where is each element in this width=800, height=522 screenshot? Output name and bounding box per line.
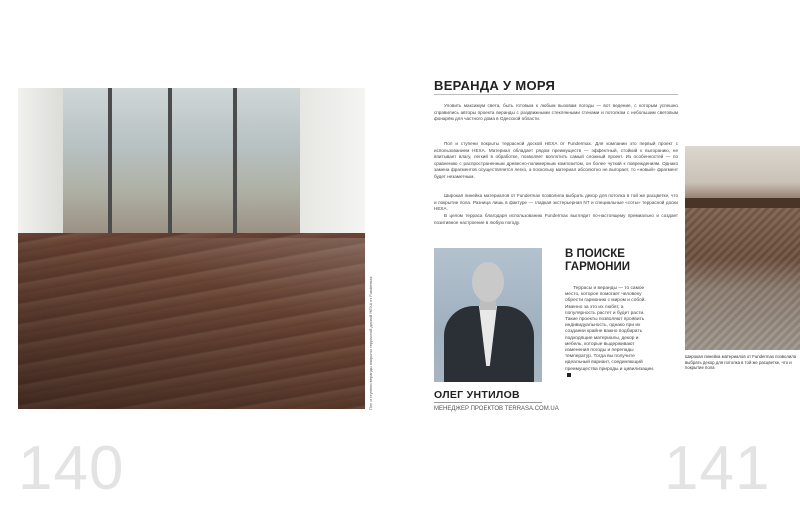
stairs-photo-caption: Широкая линейка материалов от Fundermax позволила выбрать декор для потолка в той же расцветке, что и покрытие пола: [685, 354, 797, 371]
expert-quote-text: Террасы и веранды — то самое место, которое помогает человеку обрести гармонию с миром и собой. Именно за это их любят, а популярность растет и будет расти. Такие проекты позволяют проявить индивидуальность, однако при их создании крайне важно подбирать подходящие материалы, декор и мебель, которые выдерживают изменения погоды и перепады температур. Тогда вы получите идеальный вариант, соединяющий преимущества природы и цивилизации.: [565, 286, 655, 372]
photo-door-frame: [108, 88, 112, 236]
end-square-icon: [567, 373, 571, 377]
title-divider: [434, 94, 678, 95]
name-divider: [434, 402, 542, 403]
article-paragraph: Широкая линейка материалов от Fundermax позволила выбрать декор для потолка в той же расцветке, что и покрытие пола. Разница лишь в фактуре — гладкая экстерьерная NT и специальные «соты» террасной доски HEXA.: [434, 193, 678, 211]
expert-portrait-photo: [434, 248, 542, 382]
stairs-photo: [685, 146, 800, 350]
photo-caption-vertical: [368, 270, 378, 410]
article-paragraph: Уловить максимум света, быть готовым к любым вызовам погоды — вот ведение, с которым успешно справились авторы проекта веранды с раздвижными стеклянными стенами и потолком с небольшим световым фонарём для частного дома в Одесской области.: [434, 103, 678, 121]
expert-name: ОЛЕГ УНТИЛОВ: [434, 389, 520, 401]
photo-door-frame: [233, 88, 237, 236]
photo-caption-text: Пол и ступени веранды покрыты террасной доской HEXA от Fundermax: [368, 276, 373, 410]
veranda-photo: [18, 88, 365, 409]
portrait-head: [472, 262, 504, 302]
photo-light-shadow: [18, 238, 365, 409]
photo-hexa-texture: [685, 208, 800, 350]
article-title: ВЕРАНДА У МОРЯ: [434, 78, 556, 93]
article-paragraph: В целом терраса благодаря использованию Fundermax выглядит по-настоящему премиально и создает позитивное настроение в любую погоду.: [434, 213, 678, 225]
expert-quote: [565, 286, 655, 379]
expert-role: МЕНЕДЖЕР ПРОЕКТОВ TERRASA.COM.UA: [434, 406, 559, 412]
photo-door-frame: [168, 88, 172, 236]
photo-glass-doors: [63, 88, 300, 236]
page-number-right: 141: [664, 434, 771, 503]
photo-wall-left: [18, 88, 63, 238]
photo-step-edge: [685, 198, 800, 208]
quote-section-title: В ПОИСКЕ ГАРМОНИИ: [565, 248, 630, 273]
article-paragraph: Пол и ступени покрыты террасной доской HEXA от Fundermax. Для компании это первый проект с использованием HEXA. Материал обладает рядом преимуществ — эффектный, стойкий к выгоранию, не впитывает влагу, легкий в обработке, позволяет воплотить самый сложный проект. Из особенностей — по сравнению с распространенным древесно-полимерным композитом, он более чуткий к повреждениям. Однако замена фрагментов осуществляется легко, а поскольку материал абсолютно не выгорает, то «новый» фрагмент будет незаметным.: [434, 141, 678, 179]
page-number-left: 140: [18, 434, 125, 503]
